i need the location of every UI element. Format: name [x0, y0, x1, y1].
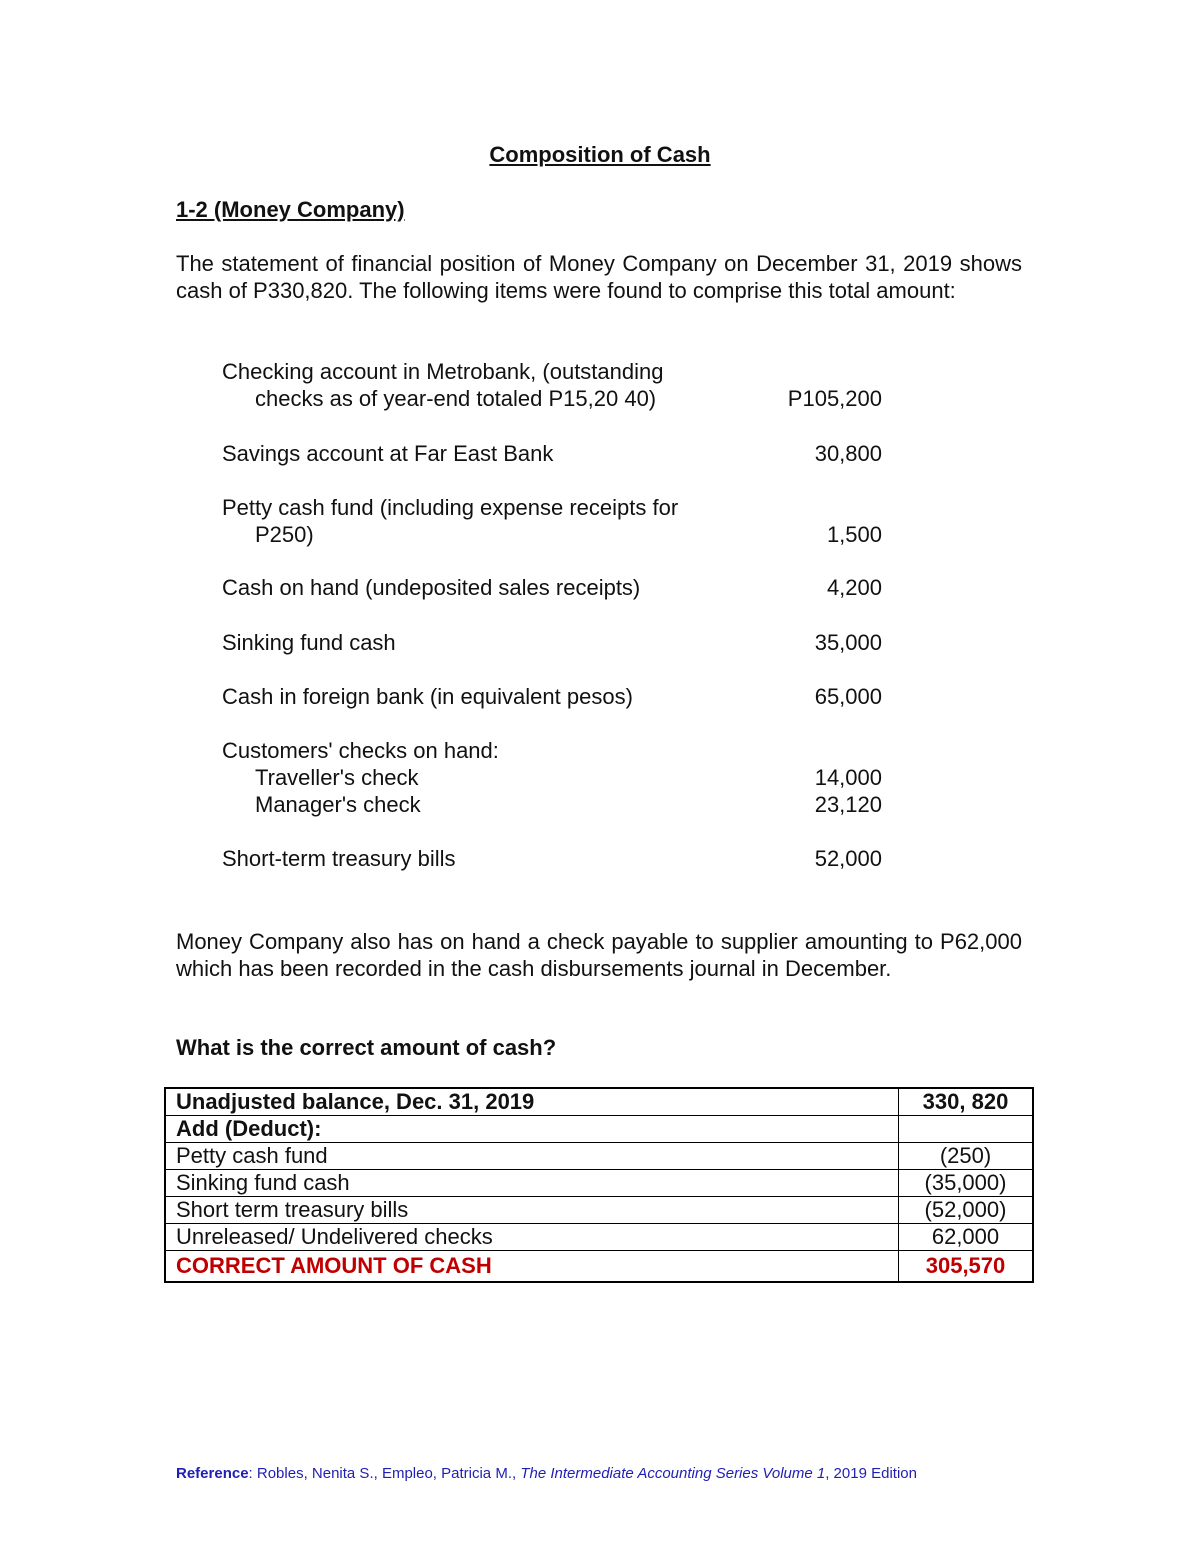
table-row	[165, 1088, 1033, 1116]
item-amount: 4,200	[826, 575, 882, 600]
item-manager	[222, 792, 882, 818]
item-sinking	[222, 630, 882, 656]
row-label: Sinking fund cash	[165, 1170, 899, 1197]
item-checking	[222, 359, 882, 385]
total-row	[165, 1251, 1033, 1283]
item-checking-cont	[222, 386, 882, 412]
item-amount: 52,000	[814, 846, 882, 871]
item-amount: 1,500	[826, 522, 882, 547]
row-label: Add (Deduct):	[165, 1116, 899, 1143]
item-foreign	[222, 684, 882, 710]
item-customers	[222, 738, 882, 764]
table-row	[165, 1197, 1033, 1224]
item-petty-cont	[222, 522, 882, 548]
question: What is the correct amount of cash?	[176, 1035, 557, 1060]
table-row	[165, 1116, 1033, 1143]
reference-edition: , 2019 Edition	[825, 1465, 917, 1482]
item-label: Petty cash fund (including expense receipts for	[222, 495, 679, 520]
solution-table	[164, 1087, 1034, 1283]
row-value: 330, 820	[899, 1088, 1034, 1116]
row-label: Short term treasury bills	[165, 1197, 899, 1224]
row-value: (250)	[899, 1143, 1034, 1170]
item-traveller	[222, 765, 882, 791]
row-value: (35,000)	[899, 1170, 1034, 1197]
reference	[176, 1465, 917, 1482]
row-value: 62,000	[899, 1224, 1034, 1251]
item-label: P250)	[255, 522, 314, 547]
table-row	[165, 1143, 1033, 1170]
table-row	[165, 1170, 1033, 1197]
item-label: Checking account in Metrobank, (outstanding	[222, 359, 664, 384]
item-amount: 23,120	[814, 792, 882, 817]
reference-book: The Intermediate Accounting Series Volume 1	[520, 1465, 826, 1482]
table-row	[165, 1224, 1033, 1251]
reference-authors: : Robles, Nenita S., Empleo, Patricia M.,	[248, 1465, 521, 1482]
row-value	[899, 1116, 1034, 1143]
item-amount: 35,000	[814, 630, 882, 655]
item-label: Traveller's check	[255, 765, 419, 790]
item-cash-on-hand	[222, 575, 882, 601]
item-petty	[222, 495, 882, 521]
item-label: Savings account at Far East Bank	[222, 441, 554, 466]
reference-label: Reference	[176, 1465, 249, 1482]
total-value: 305,570	[899, 1251, 1034, 1283]
intro-paragraph: The statement of financial position of Money Company on December 31, 2019 shows cash of P330,820. The following items were found to comprise this total amount:	[176, 251, 1022, 303]
item-label: checks as of year-end totaled P15,20 40)	[255, 386, 657, 411]
item-label: Cash in foreign bank (in equivalent pesos)	[222, 684, 633, 709]
page-title: Composition of Cash	[489, 142, 711, 167]
row-label: Unadjusted balance, Dec. 31, 2019	[165, 1088, 899, 1116]
item-amount: 14,000	[814, 765, 882, 790]
item-amount: P105,200	[787, 386, 882, 411]
item-amount: 30,800	[814, 441, 882, 466]
item-label: Customers' checks on hand:	[222, 738, 499, 763]
total-label: CORRECT AMOUNT OF CASH	[165, 1251, 899, 1283]
item-amount: 65,000	[814, 684, 882, 709]
note-paragraph: Money Company also has on hand a check payable to supplier amounting to P62,000 which has been recorded in the cash disbursements journal in December.	[176, 929, 1022, 981]
item-savings	[222, 441, 882, 467]
item-treasury	[222, 846, 882, 872]
row-label: Unreleased/ Undelivered checks	[165, 1224, 899, 1251]
item-label: Cash on hand (undeposited sales receipts)	[222, 575, 641, 600]
item-label: Sinking fund cash	[222, 630, 396, 655]
item-label: Short-term treasury bills	[222, 846, 456, 871]
item-label: Manager's check	[255, 792, 421, 817]
row-label: Petty cash fund	[165, 1143, 899, 1170]
problem-title: 1-2 (Money Company)	[176, 197, 405, 222]
row-value: (52,000)	[899, 1197, 1034, 1224]
